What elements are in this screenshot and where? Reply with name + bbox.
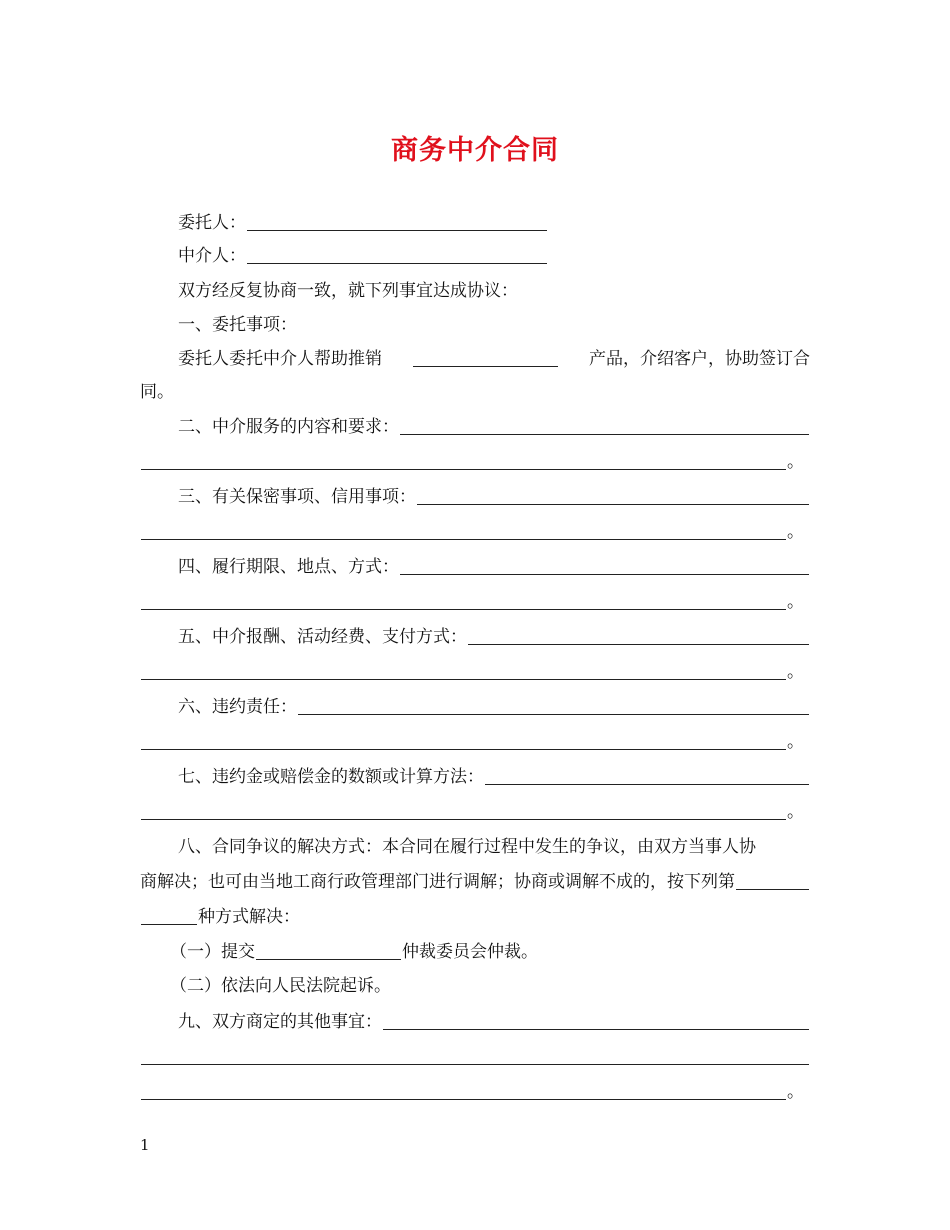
- section-6-line: [178, 695, 810, 717]
- section-7-label: 七、违约金或赔偿金的数额或计算方法：: [178, 767, 484, 787]
- method-blank-2[interactable]: [141, 909, 197, 925]
- section-5-blank-2[interactable]: [141, 664, 786, 680]
- section-9-cont-1: [140, 1045, 810, 1067]
- section-6-blank-2[interactable]: [141, 734, 786, 750]
- section-5-blank[interactable]: [468, 629, 809, 645]
- section-8-option-2: （二）依法向人民法院起诉。: [170, 976, 391, 996]
- client-line: [178, 211, 548, 233]
- section-9-cont-2: [140, 1080, 804, 1102]
- section-4-blank-2[interactable]: [141, 594, 786, 610]
- section-1-line: [178, 347, 810, 369]
- section-5-label: 五、中介报酬、活动经费、支付方式：: [178, 627, 467, 647]
- section-1-heading: 一、委托事项：: [178, 315, 297, 335]
- period: 。: [787, 452, 804, 472]
- section-1-text-c: 同。: [140, 382, 174, 402]
- section-2-label: 二、中介服务的内容和要求：: [178, 417, 399, 437]
- section-4-cont: [140, 590, 804, 612]
- section-4-line: [178, 555, 810, 577]
- section-5-cont: [140, 660, 804, 682]
- agent-line: [178, 244, 548, 266]
- section-6-blank[interactable]: [298, 699, 809, 715]
- section-8-line-2: [140, 870, 810, 892]
- section-8-line-1: 八、合同争议的解决方式：本合同在履行过程中发生的争议，由双方当事人协: [178, 837, 756, 857]
- section-7-line: [178, 765, 810, 787]
- period: 。: [787, 802, 804, 822]
- period: 。: [787, 592, 804, 612]
- section-5-line: [178, 625, 810, 647]
- section-7-blank[interactable]: [485, 769, 809, 785]
- method-blank[interactable]: [736, 874, 809, 890]
- section-7-cont: [140, 800, 804, 822]
- section-2-blank-2[interactable]: [141, 454, 786, 470]
- period: 。: [787, 662, 804, 682]
- section-3-cont: [140, 520, 804, 542]
- section-6-cont: [140, 730, 804, 752]
- option-1-text-a: （一）提交: [170, 942, 255, 962]
- section-3-blank[interactable]: [417, 489, 809, 505]
- client-label: 委托人：: [178, 213, 246, 233]
- section-6-label: 六、违约责任：: [178, 697, 297, 717]
- section-1-text-a: 委托人委托中介人帮助推销: [178, 349, 382, 369]
- client-blank[interactable]: [247, 215, 547, 231]
- arbitration-blank[interactable]: [256, 944, 401, 960]
- section-7-blank-2[interactable]: [141, 804, 786, 820]
- section-4-label: 四、履行期限、地点、方式：: [178, 557, 399, 577]
- section-8-text-2: 商解决；也可由当地工商行政管理部门进行调解；协商或调解不成的，按下列第: [140, 872, 735, 892]
- section-2-line: [178, 415, 810, 437]
- section-1-text-b: 产品，介绍客户，协助签订合: [589, 349, 810, 369]
- agent-blank[interactable]: [247, 248, 547, 264]
- section-2-blank[interactable]: [400, 419, 809, 435]
- section-4-blank[interactable]: [400, 559, 809, 575]
- section-9-label: 九、双方商定的其他事宜：: [178, 1012, 382, 1032]
- section-3-label: 三、有关保密事项、信用事项：: [178, 487, 416, 507]
- section-2-cont: [140, 450, 804, 472]
- section-3-line: [178, 485, 810, 507]
- intro-line: 双方经反复协商一致，就下列事宜达成协议：: [178, 281, 518, 301]
- section-9-blank-2[interactable]: [141, 1049, 809, 1065]
- document-title: 商务中介合同: [391, 135, 559, 166]
- product-blank[interactable]: [413, 351, 558, 367]
- section-9-blank[interactable]: [383, 1014, 809, 1030]
- agent-label: 中介人：: [178, 246, 246, 266]
- section-3-blank-2[interactable]: [141, 524, 786, 540]
- section-9-line: [178, 1010, 810, 1032]
- period: 。: [787, 732, 804, 752]
- page-number: 1: [140, 1136, 150, 1154]
- option-1-text-b: 仲裁委员会仲裁。: [402, 942, 538, 962]
- section-8-option-1: [170, 940, 538, 962]
- section-8-text-3: 种方式解决：: [198, 907, 300, 927]
- section-9-blank-3[interactable]: [141, 1084, 786, 1100]
- section-8-line-3: [140, 905, 300, 927]
- period: 。: [787, 522, 804, 542]
- period: 。: [787, 1082, 804, 1102]
